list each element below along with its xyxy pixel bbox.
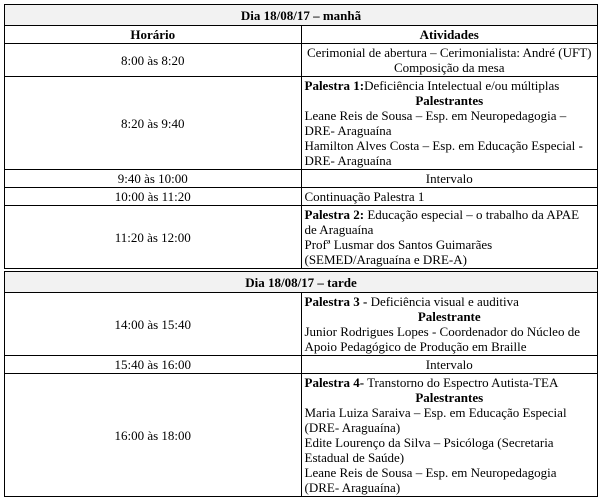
table-row [5, 356, 598, 374]
talk-topic: Transtorno do Espectro Autista-TEA [364, 375, 559, 390]
day-title-morning: Dia 18/08/17 – manhã [5, 5, 598, 26]
time-cell: 10:00 às 11:20 [5, 188, 302, 206]
speakers-label: Palestrantes [415, 390, 484, 405]
table-row [5, 188, 598, 206]
speaker-line: Maria Luiza Saraiva – Esp. em Educação Especial (DRE- Araguaína) [304, 405, 567, 435]
talk-label: Palestra 2: [304, 207, 365, 222]
talk-label: Palestra 1: [304, 78, 365, 93]
time-cell: 15:40 às 16:00 [5, 356, 302, 374]
speakers-label: Palestrantes [415, 93, 484, 108]
table-row [5, 206, 598, 269]
table-row [5, 293, 598, 356]
activity-line: Cerimonial de abertura – Cerimonialista: André (UFT) [307, 45, 592, 60]
table-row [5, 374, 598, 497]
speaker-line: Hamilton Alves Costa – Esp. em Educação Especial - DRE- Araguaína [304, 138, 583, 168]
activity-cell [301, 77, 598, 170]
activity-cell [301, 206, 598, 269]
talk-topic: Deficiência Intelectual e/ou múltiplas [364, 78, 560, 93]
talk-topic: Educação especial – o trabalho da APAE de Araguaína [304, 207, 580, 237]
time-cell: 14:00 às 15:40 [5, 293, 302, 356]
day-header-morning [5, 5, 598, 26]
time-cell: 11:20 às 12:00 [5, 206, 302, 269]
schedule-document [4, 4, 598, 497]
table-row [5, 77, 598, 170]
day-title-afternoon: Dia 18/08/17 – tarde [5, 272, 598, 293]
time-cell: 9:40 às 10:00 [5, 170, 302, 188]
activity-cell [301, 293, 598, 356]
time-cell: 8:00 às 8:20 [5, 44, 302, 77]
day-header-afternoon [5, 272, 598, 293]
activity-cell: Intervalo [301, 356, 598, 374]
speaker-line: Leane Reis de Sousa – Esp. em Neuropedagogia (DRE- Araguaína) [304, 465, 557, 495]
schedule-table [4, 4, 598, 497]
speaker-line: Leane Reis de Sousa – Esp. em Neuropedagogia – DRE- Araguaína [304, 108, 567, 138]
column-header-time: Horário [5, 26, 302, 44]
talk-topic: Deficiência visual e auditiva [367, 294, 519, 309]
column-header-row [5, 26, 598, 44]
talk-label: Palestra 3 - [304, 294, 368, 309]
time-cell: 16:00 às 18:00 [5, 374, 302, 497]
speakers-label: Palestrante [417, 309, 481, 324]
speaker-line: Profª Lusmar dos Santos Guimarães (SEMED/Araguaína e DRE-A) [304, 237, 493, 267]
table-row [5, 44, 598, 77]
speaker-line: Junior Rodrigues Lopes - Coordenador do Núcleo de Apoio Pedagógico de Produção em Braille [304, 324, 580, 354]
activity-cell [301, 44, 598, 77]
activity-line: Composição da mesa [394, 60, 505, 75]
talk-title [305, 294, 595, 309]
activity-cell: Continuação Palestra 1 [301, 188, 598, 206]
talk-title [305, 207, 595, 237]
column-header-activities: Atividades [301, 26, 598, 44]
activity-cell [301, 374, 598, 497]
time-cell: 8:20 às 9:40 [5, 77, 302, 170]
talk-label: Palestra 4- [304, 375, 365, 390]
table-row [5, 170, 598, 188]
talk-title [305, 78, 595, 93]
speaker-line: Edite Lourenço da Silva – Psicóloga (Secretaria Estadual de Saúde) [304, 435, 554, 465]
activity-cell: Intervalo [301, 170, 598, 188]
talk-title [305, 375, 595, 390]
